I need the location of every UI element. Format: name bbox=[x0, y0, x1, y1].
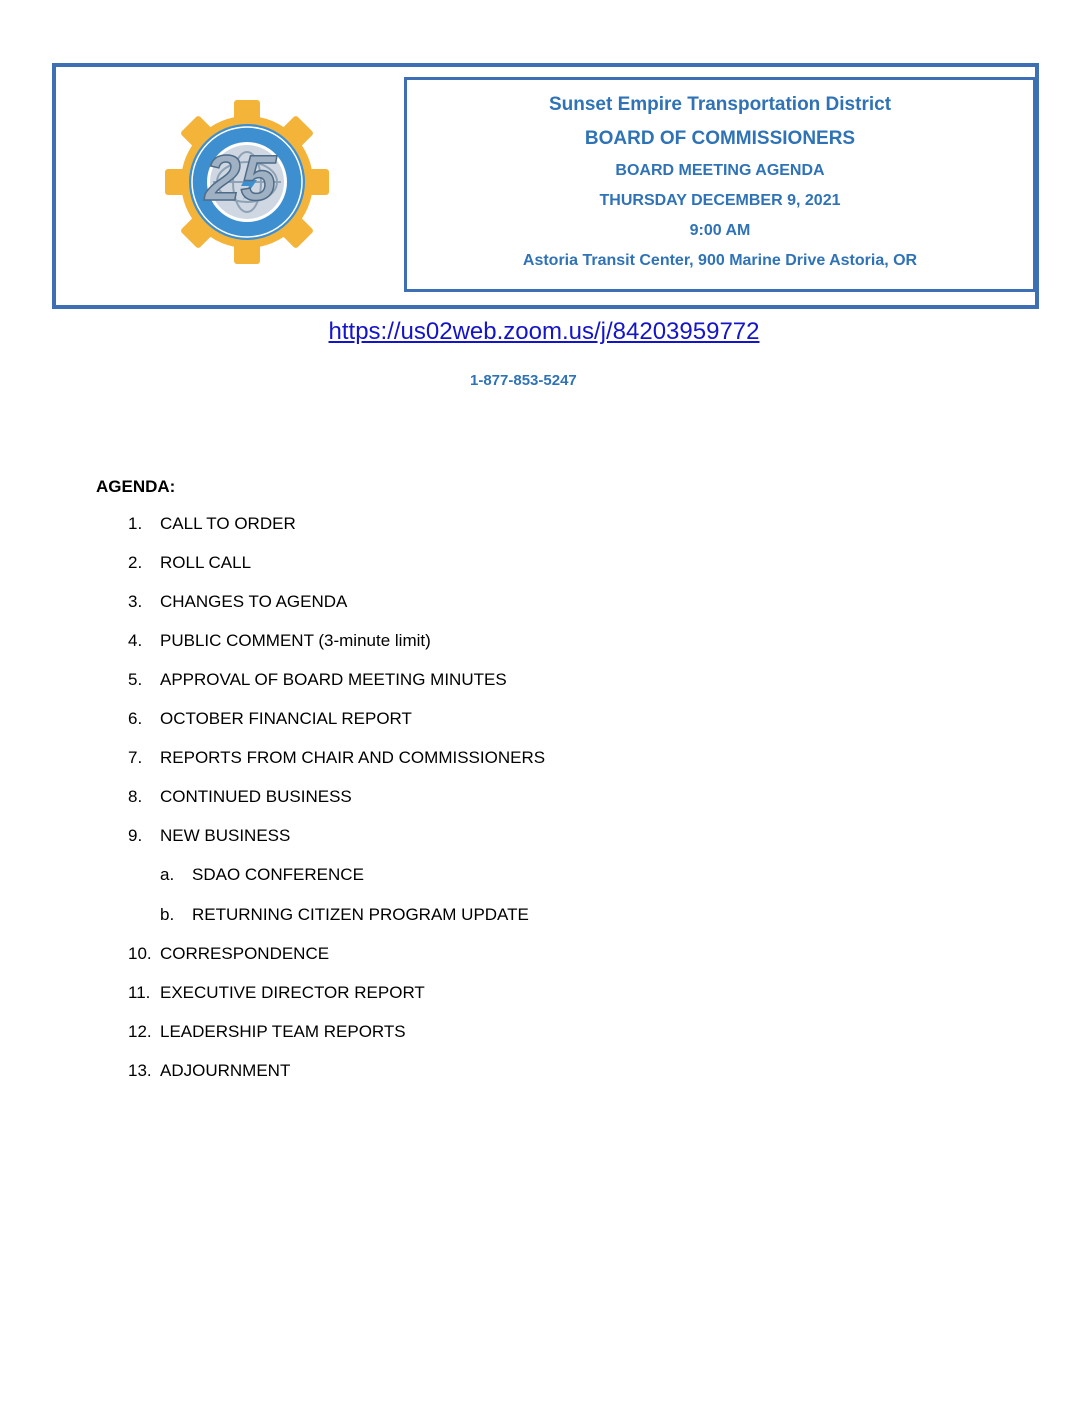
meeting-type: BOARD MEETING AGENDA bbox=[615, 162, 825, 179]
agenda-subitem-text: RETURNING CITIZEN PROGRAM UPDATE bbox=[192, 905, 529, 924]
agenda-item-text: CALL TO ORDER bbox=[160, 514, 296, 533]
agenda-item-number: 6. bbox=[128, 709, 143, 728]
agenda-item-text: ROLL CALL bbox=[160, 553, 252, 572]
agenda-item-text: PUBLIC COMMENT (3-minute limit) bbox=[160, 631, 431, 650]
agenda-item-number: 4. bbox=[128, 631, 143, 650]
agenda-item-number: 7. bbox=[128, 748, 143, 767]
zoom-meeting-link[interactable]: https://us02web.zoom.us/j/84203959772 bbox=[328, 318, 760, 345]
agenda-item-number: 9. bbox=[128, 826, 143, 845]
dial-in-phone: 1-877-853-5247 bbox=[470, 372, 577, 389]
agenda-item-number: 3. bbox=[128, 592, 143, 611]
agenda-item-text: CONTINUED BUSINESS bbox=[160, 787, 352, 806]
agenda-item-text: NEW BUSINESS bbox=[160, 826, 291, 845]
agenda-heading: AGENDA: bbox=[96, 477, 176, 496]
agenda-item-number: 12. bbox=[128, 1022, 152, 1041]
agenda-item-text: CHANGES TO AGENDA bbox=[160, 592, 348, 611]
agenda-item-number: 11. bbox=[128, 983, 151, 1002]
organization-name: Sunset Empire Transportation District bbox=[548, 94, 892, 115]
agenda-item-text: OCTOBER FINANCIAL REPORT bbox=[160, 709, 412, 728]
board-name: BOARD OF COMMISSIONERS bbox=[584, 128, 856, 149]
agenda-item-number: 13. bbox=[128, 1061, 152, 1080]
meeting-time: 9:00 AM bbox=[689, 222, 751, 239]
agenda-item-number: 2. bbox=[128, 553, 143, 572]
agenda-subitem-letter: b. bbox=[160, 905, 175, 924]
agenda-item-text: CORRESPONDENCE bbox=[160, 944, 330, 963]
meeting-date: THURSDAY DECEMBER 9, 2021 bbox=[599, 192, 841, 209]
agenda-item-number: 1. bbox=[128, 514, 143, 533]
agenda-subitem-letter: a. bbox=[160, 865, 175, 884]
meeting-location: Astoria Transit Center, 900 Marine Drive Astoria, OR bbox=[522, 252, 918, 269]
agenda-item-number: 5. bbox=[128, 670, 143, 689]
agenda-subitem-text: SDAO CONFERENCE bbox=[192, 865, 364, 884]
agenda-item-text: LEADERSHIP TEAM REPORTS bbox=[160, 1022, 406, 1041]
agenda-item-number: 8. bbox=[128, 787, 143, 806]
agenda-item-number: 10. bbox=[128, 944, 152, 963]
agenda-item-text: APPROVAL OF BOARD MEETING MINUTES bbox=[160, 670, 507, 689]
agenda-item-text: EXECUTIVE DIRECTOR REPORT bbox=[160, 983, 425, 1002]
agenda-item-text: ADJOURNMENT bbox=[160, 1061, 291, 1080]
agenda-item-text: REPORTS FROM CHAIR AND COMMISSIONERS bbox=[160, 748, 546, 767]
logo-number: 25 bbox=[205, 142, 277, 214]
